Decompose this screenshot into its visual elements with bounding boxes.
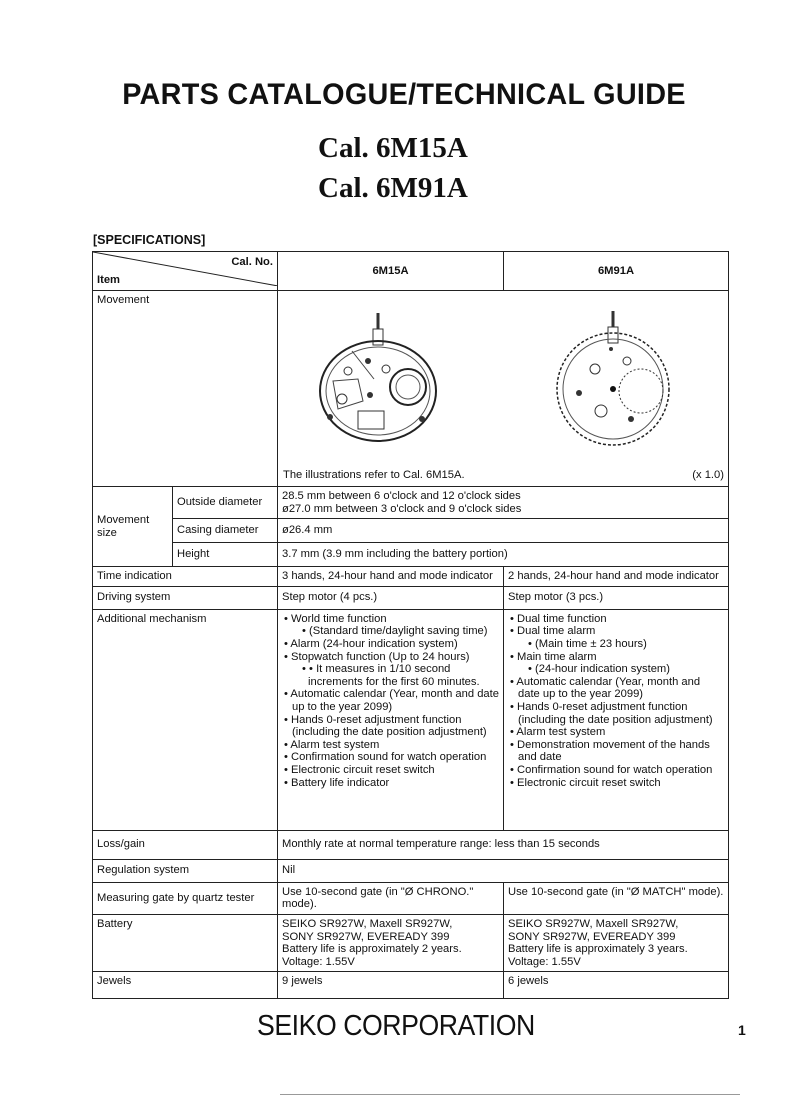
feature-subitem: • (Main time ± 23 hours)	[528, 638, 724, 651]
feature-item: • World time function • (Standard time/daylight saving time)	[282, 613, 499, 638]
battery-line: Voltage: 1.55V	[282, 955, 355, 968]
battery-line: SONY SR927W, EVEREADY 399	[282, 930, 450, 943]
battery-line: SEIKO SR927W, Maxell SR927W,	[282, 917, 453, 930]
loss-gain-label: Loss/gain	[93, 830, 278, 859]
time-indication-label: Time indication	[93, 567, 278, 587]
illustration-note: The illustrations refer to Cal. 6M15A.	[283, 469, 465, 482]
movement-size-label: Movement size	[93, 487, 173, 567]
feature-subitem: • (24-hour indication system)	[528, 663, 724, 676]
additional-mechanism-label: Additional mechanism	[93, 609, 278, 830]
driving-system-6m15a: Step motor (4 pcs.)	[278, 586, 504, 609]
loss-gain-value: Monthly rate at normal temperature range: less than 15 seconds	[278, 830, 729, 859]
time-indication-6m91a: 2 hands, 24-hour hand and mode indicator	[504, 567, 729, 587]
feature-item: • Confirmation sound for watch operation	[282, 751, 499, 764]
battery-6m15a	[278, 914, 504, 971]
model-header-6m91a: 6M91A	[504, 252, 729, 291]
driving-system-row	[93, 586, 729, 609]
measuring-gate-row	[93, 882, 729, 914]
outside-diameter-line-2: ø27.0 mm between 3 o'clock and 9 o'clock sides	[282, 502, 522, 515]
measuring-gate-6m15a: Use 10-second gate (in "Ø CHRONO." mode).	[278, 882, 504, 914]
scan-artifact-line	[280, 1094, 740, 1095]
company-name: SEIKO CORPORATION	[257, 1010, 535, 1042]
model-header-6m15a: 6M15A	[278, 252, 504, 291]
casing-diameter-label: Casing diameter	[173, 519, 278, 543]
additional-mechanism-row	[93, 609, 729, 830]
height-row	[93, 543, 729, 567]
height-value: 3.7 mm (3.9 mm including the battery portion)	[278, 543, 729, 567]
illustration-scale: (x 1.0)	[692, 469, 724, 482]
driving-system-6m91a: Step motor (3 pcs.)	[504, 586, 729, 609]
specifications-table	[92, 251, 729, 999]
movement-label: Movement	[93, 291, 278, 487]
time-indication-row	[93, 567, 729, 587]
measuring-gate-label: Measuring gate by quartz tester	[93, 882, 278, 914]
feature-item: • Alarm test system	[508, 726, 724, 739]
battery-label: Battery	[93, 914, 278, 971]
feature-item: • Main time alarm • (24-hour indication system)	[508, 651, 724, 676]
feature-item: • Battery life indicator	[282, 777, 499, 790]
feature-item: • Dual time function	[508, 613, 724, 626]
movement-illustrations	[278, 291, 729, 487]
outside-diameter-label: Outside diameter	[173, 487, 278, 519]
battery-line: SEIKO SR927W, Maxell SR927W,	[508, 917, 679, 930]
feature-item: • Stopwatch function (Up to 24 hours) • • It measures in 1/10 second increments for the first 60 minutes.	[282, 651, 499, 689]
battery-line: Battery life is approximately 2 years.	[282, 943, 462, 956]
feature-item: • Alarm test system	[282, 739, 499, 752]
battery-6m91a	[504, 914, 729, 971]
cal-no-label: Cal. No.	[231, 256, 273, 268]
jewels-row	[93, 972, 729, 999]
jewels-label: Jewels	[93, 972, 278, 999]
item-label: Item	[97, 274, 121, 287]
regulation-value: Nil	[278, 859, 729, 882]
additional-mechanism-6m15a	[278, 609, 504, 830]
jewels-6m15a: 9 jewels	[278, 972, 504, 999]
feature-item: • Hands 0-reset adjustment function (including the date position adjustment)	[508, 701, 724, 726]
feature-item: • Electronic circuit reset switch	[282, 764, 499, 777]
caliber-heading-6m91a: Cal. 6M91A	[318, 172, 468, 204]
outside-diameter-line-1: 28.5 mm between 6 o'clock and 12 o'clock sides	[282, 490, 521, 502]
feature-subitem: • • It measures in 1/10 second increments for the first 60 minutes.	[302, 663, 499, 688]
movement-6m15a-illustration	[320, 313, 436, 441]
feature-item: • Dual time alarm • (Main time ± 23 hours)	[508, 625, 724, 650]
battery-line: SONY SR927W, EVEREADY 399	[508, 930, 676, 943]
driving-system-label: Driving system	[93, 586, 278, 609]
battery-line: Battery life is approximately 3 years.	[508, 943, 688, 956]
battery-row	[93, 914, 729, 971]
height-label: Height	[173, 543, 278, 567]
outside-diameter-row	[93, 487, 729, 519]
feature-subitem: • (Standard time/daylight saving time)	[302, 625, 499, 638]
movement-6m91a-illustration	[557, 311, 669, 445]
header-diagonal-cell	[93, 252, 278, 291]
feature-item: • Demonstration movement of the hands and date	[508, 739, 724, 764]
feature-item: • Confirmation sound for watch operation	[508, 764, 724, 777]
page-number: 1	[738, 1022, 746, 1038]
section-heading: [SPECIFICATIONS]	[93, 233, 206, 247]
battery-line: Voltage: 1.55V	[508, 955, 581, 968]
document-title: PARTS CATALOGUE/TECHNICAL GUIDE	[122, 78, 686, 111]
regulation-label: Regulation system	[93, 859, 278, 882]
feature-item: • Automatic calendar (Year, month and date up to the year 2099)	[282, 688, 499, 713]
feature-item: • Alarm (24-hour indication system)	[282, 638, 499, 651]
additional-mechanism-6m91a	[504, 609, 729, 830]
casing-diameter-value: ø26.4 mm	[278, 519, 729, 543]
feature-item: • Electronic circuit reset switch	[508, 777, 724, 790]
table-header-row	[93, 252, 729, 291]
loss-gain-row	[93, 830, 729, 859]
time-indication-6m15a: 3 hands, 24-hour hand and mode indicator	[278, 567, 504, 587]
outside-diameter-value	[278, 487, 729, 519]
feature-item: • Automatic calendar (Year, month and date up to the year 2099)	[508, 676, 724, 701]
regulation-row	[93, 859, 729, 882]
jewels-6m91a: 6 jewels	[504, 972, 729, 999]
feature-item: • Hands 0-reset adjustment function (including the date position adjustment)	[282, 714, 499, 739]
casing-diameter-row	[93, 519, 729, 543]
movement-row	[93, 291, 729, 487]
caliber-heading-6m15a: Cal. 6M15A	[318, 132, 468, 164]
movement-illustration-svg	[278, 291, 728, 486]
measuring-gate-6m91a: Use 10-second gate (in "Ø MATCH" mode).	[504, 882, 729, 914]
